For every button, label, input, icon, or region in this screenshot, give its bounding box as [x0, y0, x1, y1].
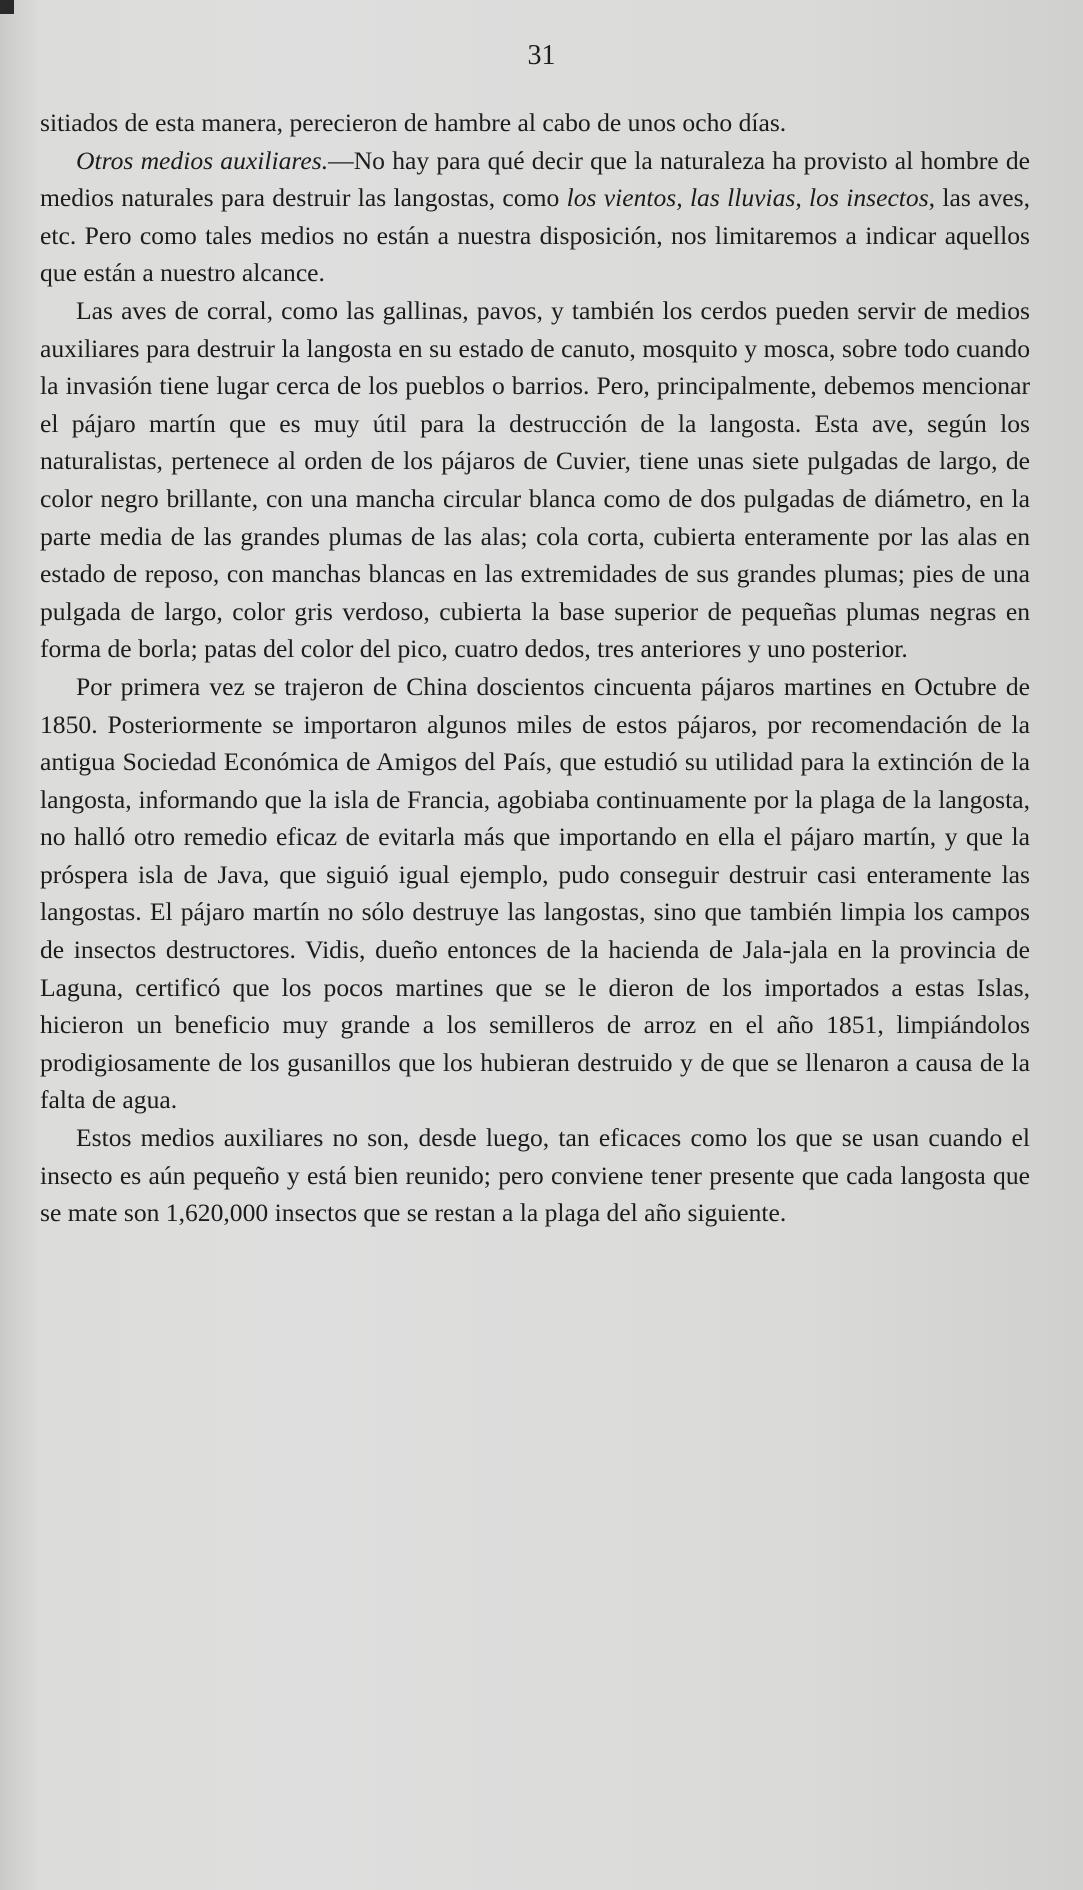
page-number: 31 [527, 40, 556, 71]
paragraph-1: sitiados de esta manera, perecieron de hambre al cabo de unos ocho días. [40, 108, 787, 137]
paragraph-2-text-a: —No hay para qué decir que la naturaleza ha provisto al hombre de medios naturales para destruir las langostas, como [40, 145, 1031, 213]
paragraph-2-text-b: las aves, etc. Pero como tales medios no están a nuestra disposición, nos limitaremos a indicar aquellos que están a nuestro alcance. [40, 183, 1030, 288]
paragraph-2-emphasis: los vientos, las lluvias, los insectos, [566, 183, 936, 213]
scan-corner-mark [0, 0, 14, 14]
section-heading-otros-medios: Otros medios auxiliares. [76, 145, 329, 175]
paragraph-3: Las aves de corral, como las gallinas, pavos, y también los cerdos pueden servir de medios auxiliares para destruir la langosta en su estado de canuto, mosquito y mosca, sobre todo cuando la invasión tiene lugar cerca de los pueblos o barrios. Pero, principalmente, debemos mencionar el pájaro martín que es muy útil para la destrucción de la langosta. Esta ave, según los naturalistas, pertenece al orden de los pájaros de Cuvier, tiene unas siete pulgadas de largo, de color negro brillante, con una mancha circular blanca como de dos pulgadas de diámetro, en la parte media de las grandes plumas de las alas; cola corta, cubierta enteramente por las alas en estado de reposo, con manchas blancas en las extremidades de sus grandes plumas; pies de una pulgada de largo, color gris verdoso, cubierta la base superior de pequeñas plumas negras en forma de borla; patas del color del pico, cuatro dedos, tres anteriores y uno posterior. [40, 295, 1030, 664]
paragraph-5: Estos medios auxiliares no son, desde luego, tan eficaces como los que se usan cuando el insecto es aún pequeño y está bien reunido; pero conviene tener presente que cada langosta que se mate son 1,620,000 insectos que se restan a la plaga del año siguiente. [40, 1123, 1030, 1228]
paragraph-4: Por primera vez se trajeron de China doscientos cincuenta pájaros martines en Octubre de 1850. Posteriormente se importaron algunos miles de estos pájaros, por recomendación de la antigua Sociedad Económica de Amigos del País, que estudió su utilidad para la extinción de la langosta, informando que la isla de Francia, agobiaba continuamente por la plaga de la langosta, no halló otro remedio eficaz de evitarla más que importando en ella el pájaro martín, y que la próspera isla de Java, que siguió igual ejemplo, pudo conseguir destruir casi enteramente las langostas. El pájaro martín no sólo destruye las langostas, sino que también limpia los campos de insectos destructores. Vidis, dueño entonces de la hacienda de Jala-jala en la provincia de Laguna, certificó que los pocos martines que se le dieron de los importados a estas Islas, hicieron un beneficio muy grande a los semilleros de arroz en el año 1851, limpiándolos prodigiosamente de los gusanillos que los hubieran destruido y de que se llenaron a causa de la falta de agua. [40, 671, 1030, 1115]
paragraph-2 [40, 142, 1030, 292]
body-text [40, 104, 1030, 1232]
